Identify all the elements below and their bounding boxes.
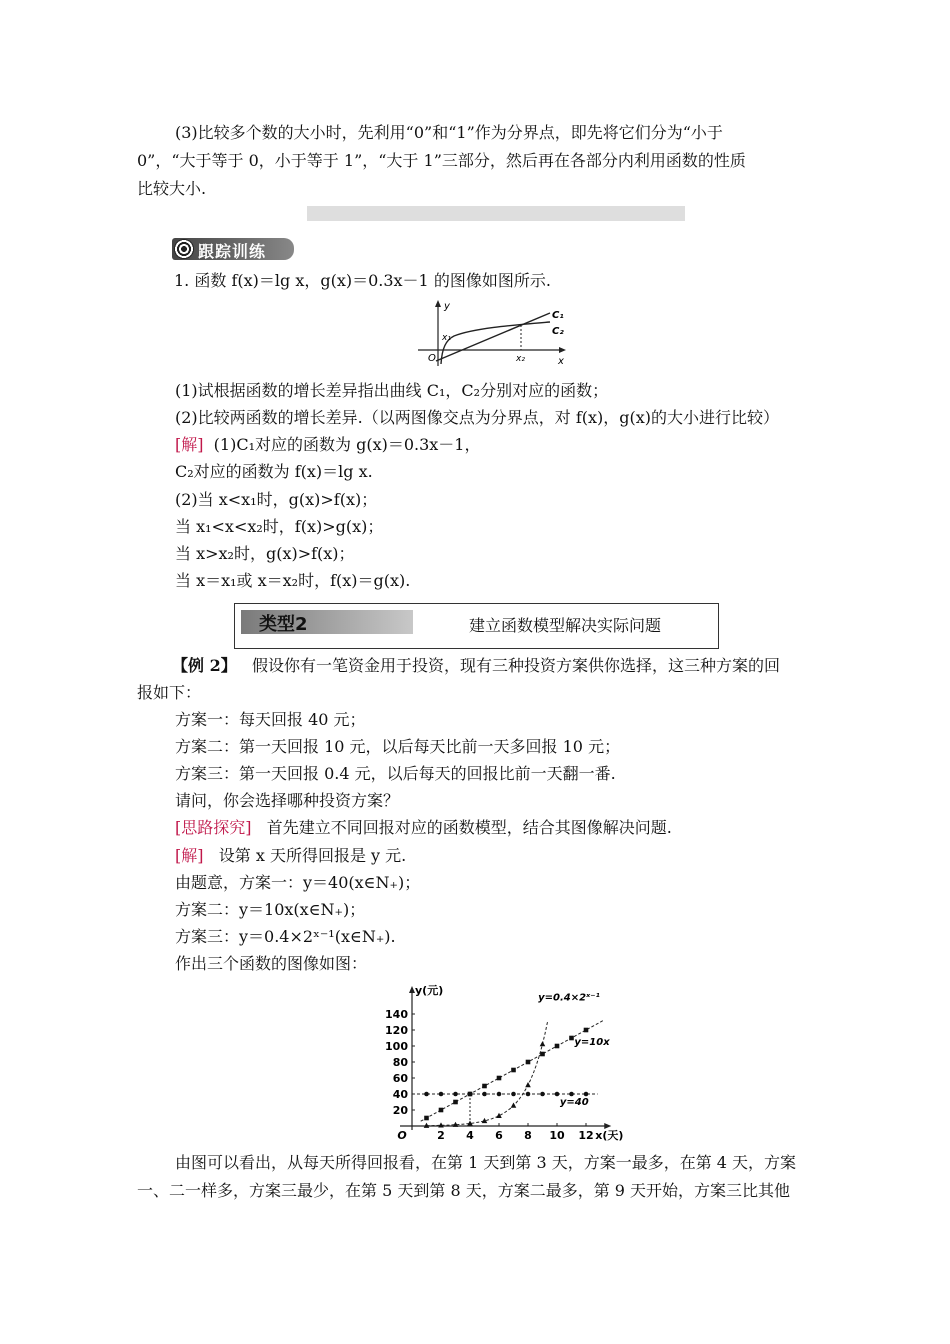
series-y40-point <box>555 1092 560 1097</box>
y-tick-label: 100 <box>385 1040 408 1053</box>
series-y10x-label: y=10x <box>574 1037 610 1049</box>
series-y40-point <box>482 1092 487 1097</box>
series-y10x-point <box>511 1068 516 1073</box>
section-badge <box>172 238 294 260</box>
para3-line1: (3)比较多个数的大小时，先利用“0”和“1”作为分界点，即先将它们分为“小于 <box>175 123 723 142</box>
ex2-label: 【例 2】 <box>172 656 237 675</box>
chart-origin: O <box>397 1129 407 1142</box>
series-y10x-point <box>453 1100 458 1105</box>
section-badge-label: 跟踪训练 <box>198 242 267 261</box>
series-y10x-point <box>468 1092 473 1097</box>
ex2-solution-line5: 作出三个函数的图像如图： <box>175 954 368 973</box>
series-y10x-point <box>439 1108 444 1113</box>
series-y40-point <box>584 1092 589 1097</box>
x-axis-label: x(天) <box>595 1129 624 1142</box>
ex2-plan2: 方案二：第一天回报 10 元，以后每天比前一天多回报 10 元； <box>175 737 621 756</box>
series-exp-point <box>496 1113 502 1118</box>
series-y10x-point <box>540 1052 545 1057</box>
y-tick-label: 140 <box>385 1008 408 1021</box>
series-exp-label: y=0.4×2ˣ⁻¹ <box>538 992 600 1004</box>
fig1-x-label: x <box>558 356 564 367</box>
target-icon <box>174 239 194 259</box>
ex1-q2: (2)比较两函数的增长差异.（以两图像交点为分界点，对 f(x)，g(x)的大小进行比较） <box>175 408 780 427</box>
ex2-plan1: 方案一：每天回报 40 元； <box>175 710 366 729</box>
type-tag <box>241 610 413 634</box>
conclusion-line2: 一、二一样多，方案三最少，在第 5 天到第 8 天，方案二最多，第 9 天开始，方案三比其他 <box>137 1181 791 1200</box>
y-tick-label: 60 <box>392 1072 408 1085</box>
fig1-y-arrow <box>435 300 441 307</box>
series-exp-point <box>511 1103 517 1108</box>
x-tick-label: 6 <box>495 1129 503 1142</box>
ex1-solution-line3: (2)当 x<x₁时，g(x)>f(x)； <box>175 490 378 509</box>
series-y40-point <box>453 1092 458 1097</box>
ex2-solution-tag: [解] <box>175 846 204 865</box>
series-y40-point <box>526 1092 531 1097</box>
ex1-solution-line4: 当 x₁<x<x₂时，f(x)>g(x)； <box>175 517 384 536</box>
divider-bar <box>307 206 685 221</box>
ex1-solution-line2: C₂对应的函数为 f(x)＝lg x. <box>175 462 373 481</box>
ex2-question: 请问，你会选择哪种投资方案？ <box>175 791 400 810</box>
figure-1 <box>414 298 574 370</box>
type-box <box>234 603 719 649</box>
y-tick-label: 20 <box>392 1104 408 1117</box>
ex1-solution-line5: 当 x>x₂时，g(x)>f(x)； <box>175 544 355 563</box>
series-y10x-point <box>569 1036 574 1041</box>
series-y40-point <box>439 1092 444 1097</box>
fig1-x-arrow <box>559 347 566 353</box>
ex1-solution-tag: [解] <box>175 435 204 454</box>
ex1-solution-line1 <box>175 434 480 456</box>
series-y10x-point <box>526 1060 531 1065</box>
series-y10x-point <box>584 1028 589 1033</box>
y-tick-label: 40 <box>392 1088 408 1101</box>
fig1-y-label: y <box>444 301 450 312</box>
series-exp-curve <box>427 1022 548 1126</box>
series-exp-point <box>540 1041 546 1046</box>
series-y10x-point <box>424 1116 429 1121</box>
series-y10x-point <box>482 1084 487 1089</box>
ex2-stem-line2: 报如下： <box>137 683 202 702</box>
investment-chart <box>366 982 624 1144</box>
series-y10x-point <box>497 1076 502 1081</box>
y-tick-label: 120 <box>385 1024 408 1037</box>
ex2-solution-text1: 设第 x 天所得回报是 y 元. <box>218 846 407 865</box>
fig1-c2-label: C₂ <box>552 326 564 337</box>
y-tick-label: 80 <box>392 1056 408 1069</box>
x-tick-label: 10 <box>549 1129 565 1142</box>
ex1-q1: (1)试根据函数的增长差异指出曲线 C₁，C₂分别对应的函数； <box>175 381 609 400</box>
series-exp-point <box>525 1082 531 1087</box>
series-y40-point <box>569 1092 574 1097</box>
fig1-x1-label: x₁ <box>442 333 451 343</box>
fig1-c1-label: C₁ <box>552 310 564 321</box>
series-y40-point <box>497 1092 502 1097</box>
ex2-hint-line <box>175 817 672 839</box>
ex2-solution-line4: 方案三：y＝0.4×2ˣ⁻¹(x∈N₊). <box>175 927 396 946</box>
ex2-stem1: 假设你有一笔资金用于投资，现有三种投资方案供你选择，这三种方案的回 <box>251 656 780 675</box>
series-y40-point <box>511 1092 516 1097</box>
ex2-solution-line3: 方案二：y＝10x(x∈N₊)； <box>175 900 366 919</box>
conclusion-line1: 由图可以看出，从每天所得回报看，在第 1 天到第 3 天，方案一最多，在第 4 天，方案 <box>175 1153 797 1172</box>
ex2-solution-line1 <box>175 845 406 867</box>
ex2-plan3: 方案三：第一天回报 0.4 元，以后每天的回报比前一天翻一番. <box>175 764 616 783</box>
ex2-hint: 首先建立不同回报对应的函数模型，结合其图像解决问题. <box>266 818 672 837</box>
x-tick-label: 4 <box>466 1129 474 1142</box>
para3-line3: 比较大小. <box>137 179 207 198</box>
para3-line2: 0”，“大于等于 0，小于等于 1”，“大于 1”三部分，然后再在各部分内利用函数的性质 <box>137 151 746 170</box>
ex1-solution-text1: (1)C₁对应的函数为 g(x)＝0.3x－1， <box>213 435 481 454</box>
series-y40-label: y=40 <box>559 1097 589 1109</box>
type-title: 建立函数模型解决实际问题 <box>469 616 662 635</box>
ex2-hint-tag: [思路探究] <box>175 818 252 837</box>
fig1-origin: O <box>428 353 436 364</box>
ex2-stem-line1 <box>172 655 780 677</box>
ex2-solution-line2: 由题意，方案一：y＝40(x∈N₊)； <box>175 873 421 892</box>
ex1-solution-line6: 当 x＝x₁或 x＝x₂时，f(x)＝g(x). <box>175 571 411 590</box>
series-y10x-point <box>555 1044 560 1049</box>
x-tick-label: 8 <box>524 1129 532 1142</box>
type-tag-label: 类型2 <box>259 614 308 635</box>
series-y40-point <box>540 1092 545 1097</box>
x-tick-label: 2 <box>437 1129 445 1142</box>
y-axis-label: y(元) <box>415 984 444 997</box>
x-tick-label: 12 <box>578 1129 594 1142</box>
ex1-stem: 1. 函数 f(x)＝lg x，g(x)＝0.3x－1 的图像如图所示. <box>174 271 551 290</box>
fig1-x2-label: x₂ <box>516 354 525 364</box>
fig1-curve-c2 <box>441 322 550 364</box>
series-y40-point <box>424 1092 429 1097</box>
